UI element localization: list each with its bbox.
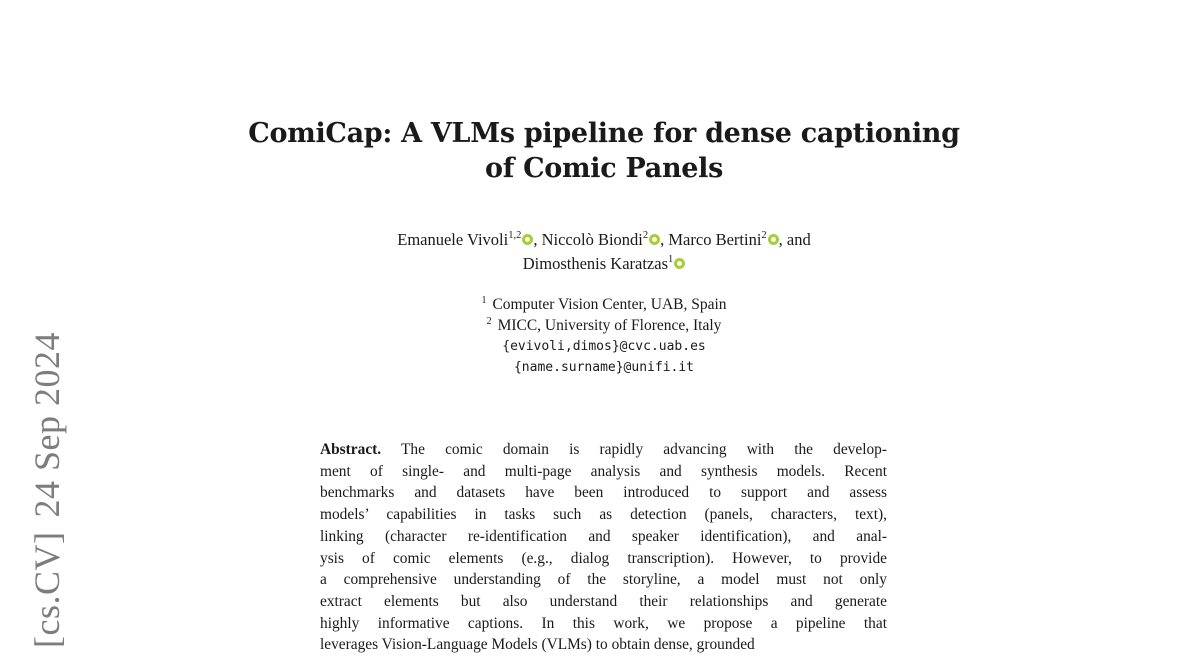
author-name: Marco Bertini — [668, 230, 762, 249]
abstract-line: ment of single- and multi-page analysis and synthesis models. Recent — [320, 462, 887, 480]
affiliation-line: $^2$ MICC, University of Florence, Italy — [486, 316, 722, 334]
author-name: Niccolò Biondi — [541, 230, 643, 249]
abstract-line: extract elements but also understand their relationships and generate — [320, 592, 887, 610]
abstract-line: a comprehensive understanding of the storyline, a model must not only — [320, 571, 887, 589]
orcid-icon[interactable] — [649, 234, 660, 245]
author-affil-mark: 2 — [642, 230, 649, 241]
abstract-line: ysis of comic elements (e.g., dialog transcription). However, to provide — [320, 549, 887, 567]
email-line: {name.surname}@unifi.it — [513, 360, 694, 375]
abstract-line: benchmarks and datasets have been introduced to support and assess — [320, 484, 887, 502]
orcid-icon[interactable] — [522, 234, 533, 245]
title-line-1: ComiCap: A VLMs pipeline for dense captioning — [248, 118, 960, 149]
author-line-2 — [200, 252, 1008, 276]
paper-title — [200, 116, 1008, 186]
author-affil-mark: 1,2 — [508, 230, 522, 241]
author-line-1 — [200, 228, 1008, 252]
author-affil-mark: 2 — [761, 230, 767, 241]
title-line-2: of Comic Panels — [484, 153, 724, 184]
orcid-icon[interactable] — [768, 234, 779, 245]
author-separator: , — [533, 230, 542, 249]
arxiv-category: [cs.CV] — [27, 531, 67, 648]
abstract-line: models’ capabilities in tasks such as detection (panels, characters, text), — [320, 506, 887, 524]
arxiv-date: 24 Sep 2024 — [27, 332, 67, 518]
abstract-line: Abstract. The comic domain is rapidly advancing with the develop- — [320, 441, 887, 458]
abstract — [320, 439, 887, 656]
abstract-line: leverages Vision-Language Models (VLMs) to obtain dense, grounded — [320, 636, 755, 654]
author-name: Emanuele Vivoli — [397, 230, 509, 249]
abstract-line: highly informative captions. In this work, we propose a pipeline that — [320, 614, 887, 632]
abstract-label: Abstract. — [320, 441, 382, 458]
affiliations — [200, 294, 1008, 378]
author-name: Dimosthenis Karatzas — [522, 254, 668, 273]
abstract-line: linking (character re-identification and speaker identification), and anal- — [320, 527, 887, 545]
arxiv-side-stamp — [26, 332, 68, 648]
author-separator: , — [660, 230, 669, 249]
orcid-icon[interactable] — [674, 258, 685, 269]
author-list — [200, 228, 1008, 276]
affiliation-line: $^1$ Computer Vision Center, UAB, Spain — [481, 295, 727, 313]
email-line: {evivoli,dimos}@cvc.uab.es — [502, 339, 706, 354]
author-separator: , and — [778, 230, 811, 249]
author-affil-mark: 1 — [668, 254, 674, 265]
